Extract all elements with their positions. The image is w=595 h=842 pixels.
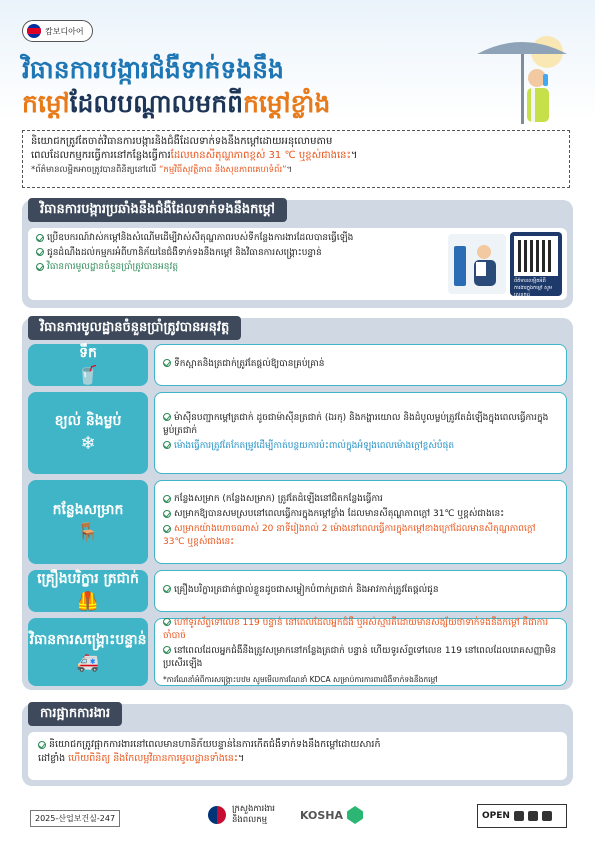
work-suspension-section-title: ការផ្អាកការងារ bbox=[28, 702, 122, 726]
measure-label: វិធានការសង្គ្រោះបន្ទាន់ 🚑 bbox=[28, 618, 148, 686]
prevention-item: វិធានការមូលដ្ឋានចំនួនប្រាំត្រូវបានអនុវត្ត bbox=[36, 261, 416, 274]
water-bottle-icon: 🥤 bbox=[76, 364, 100, 386]
worker-measuring-temperature-illustration bbox=[448, 234, 506, 294]
license-icon bbox=[514, 811, 524, 821]
language-label: 캄보디아어 bbox=[45, 26, 84, 36]
language-tag bbox=[22, 20, 93, 42]
measure-text: ម៉ាស៊ីនបញ្ជាកម្ដៅត្រជាក់ ដូចជាម៉ាស៊ីនត្រជាក់ (ឯរកុ) និងកង្ហារយោល និងដំបូលម្លប់ត្រូវតែដំឡើងក្នុងពេលធ្វើការក្នុងម្លប់ត្រជាក់ ម៉ោងធ្វើការត្រូវតែកែតម្រូវដើម្បីកាត់បន្ថយការប៉ះពាល់ក្នុងអំឡុងពេលម៉ោងក្ដៅខ្ពស់បំផុត bbox=[154, 392, 567, 474]
measure-text: ទឹកស្អាតនិងត្រជាក់ត្រូវតែផ្ដល់ឱ្យបានគ្រប់គ្រាន់ bbox=[154, 344, 567, 386]
title-line-1: វិធានការបង្ការជំងឺទាក់ទងនឹង bbox=[22, 55, 284, 84]
measure-label: ទឹក 🥤 bbox=[28, 344, 148, 386]
measure-text: កន្លែងសម្រាក (កន្លែងសម្រាក) ត្រូវតែដំឡើងនៅជិតកន្លែងធ្វើការ សម្រាកឱ្យបានសមស្របនៅពេលធ្វើការក្នុងកម្ដៅខ្លាំង ដែលមានសីតុណ្ហភាពក្ដៅ 31℃ ឬខ្ពស់ជាងនេះ សម្រាកយ៉ាងហោចណាស់ 20 នាទីរៀងរាល់ 2 ម៉ោងនៅពេលធ្វើការក្នុងកម្ដៅខាងក្រៅដែលមានសីតុណ្ហភាពក្ដៅ 33℃ ឬខ្ពស់ជាងនេះ bbox=[154, 480, 567, 564]
ministry-logo: ក្រសួងការងារ និងពលកម្ម bbox=[208, 804, 275, 826]
prevention-item: ជូនដំណឹងដល់កម្មករអំពីហានិភ័យនៃជំងឺទាក់ទងនឹងកម្ដៅ និងវិធានការសង្គ្រោះបន្ទាន់ bbox=[36, 247, 416, 260]
check-icon bbox=[163, 441, 171, 449]
resting-person-icon: 🪑 bbox=[76, 521, 100, 543]
intro-line-1: និយោជកត្រូវតែចាត់វិធានការបង្ការនិងជំងឺដែលទាក់ទងនឹងកម្ដៅដោយអនុលោមតាម bbox=[31, 136, 333, 147]
intro-note: *ព័ត៌មានលម្អិតអាចត្រូវបានពិនិត្យនៅលើ “កម្មវិធីសុវត្ថិភាព និងសុខភាពគេហទំព័រ”។ bbox=[31, 165, 293, 175]
worker-drinking-under-sun-illustration bbox=[467, 34, 577, 126]
check-icon bbox=[36, 248, 44, 256]
cooling-vest-icon: 🦺 bbox=[76, 590, 100, 612]
government-emblem-icon bbox=[208, 806, 226, 824]
measure-row-wind-shade bbox=[28, 392, 567, 474]
check-icon bbox=[163, 413, 171, 421]
qr-code[interactable] bbox=[514, 236, 558, 276]
license-icon bbox=[542, 811, 552, 821]
measure-label: កន្លែងសម្រាក 🪑 bbox=[28, 480, 148, 564]
measure-label: ខ្យល់ និងម្លប់ ❄ bbox=[28, 392, 148, 474]
prevention-section bbox=[22, 200, 573, 308]
check-icon bbox=[163, 359, 171, 367]
check-icon bbox=[163, 525, 171, 533]
intro-line-2: ពេលដែលកម្មករធ្វើការនៅកន្លែងធ្វើការដែលមានសីតុណ្ហភាពខ្ពស់ 31 ℃ ឬខ្ពស់ជាងនេះ។ bbox=[31, 150, 358, 161]
measure-row-water bbox=[28, 344, 567, 386]
check-icon bbox=[38, 741, 46, 749]
check-icon bbox=[163, 510, 171, 518]
measure-label: គ្រឿងបរិក្ខារ ត្រជាក់ 🦺 bbox=[28, 570, 148, 612]
measure-text: ហៅទូរស័ព្ទទៅលេខ 119 បន្ទាន់ នៅពេលដែលអ្នកជំងឺ ឬអស់ស្មារតីដោយមានសង្ស័យថាទាក់ទងនឹងកម្ដៅ គឺជាការចាំបាច់ នៅពេលដែលអ្នកជំងឺនឹងត្រូវសម្រាកនៅកន្លែងត្រជាក់ បន្ទាន់ ហើយទូរស័ព្ទទៅលេខ 119 នៅពេលដែលរោគសញ្ញាមិនប្រសើរឡើង *ការណែនាំអំពីការសង្គ្រោះបឋម សូមមើលការណែនាំ KDCA សម្រាប់ការការពារជំងឺទាក់ទងនឹងកម្ដៅ bbox=[154, 618, 567, 686]
footer bbox=[0, 800, 595, 836]
work-suspension-section bbox=[22, 704, 573, 786]
prevention-item: ប្រើឧបករណ៍វាស់កម្ដៅនិងសំណើមដើម្បីវាស់សីតុណ្ហភាពរបស់ទីកន្លែងការងារដែលបានធ្វើឡើង bbox=[36, 232, 416, 245]
prevention-content bbox=[28, 228, 567, 300]
qr-caption: ព័ត៌មានលម្អិតអំពីការងារក្នុងកម្ដៅ សូមស្កេនកូដ bbox=[514, 278, 553, 298]
license-icon bbox=[528, 811, 538, 821]
cambodia-flag-icon bbox=[27, 24, 41, 38]
prevention-section-title: វិធានការបង្ការប្រឆាំងនឹងជំងឺដែលទាក់ទងនឹងកម្ដៅ bbox=[28, 198, 287, 222]
measure-row-cooling-gear bbox=[28, 570, 567, 612]
kosha-logo: KOSHA bbox=[300, 806, 363, 824]
title-line-2: កម្ដៅដែលបណ្ដាលមកពីកម្ដៅខ្លាំង bbox=[22, 89, 331, 118]
qr-code-panel[interactable] bbox=[510, 232, 562, 296]
measure-text: គ្រឿងបរិក្ខារត្រជាក់ផ្ទាល់ខ្លួនដូចជាសម្លៀកបំពាក់ត្រជាក់ និងអាវកាក់ត្រូវតែផ្ដល់ជូន bbox=[154, 570, 567, 612]
intro-box bbox=[22, 130, 570, 188]
measure-row-emergency bbox=[28, 618, 567, 686]
document-code: 2025-산업보건실-247 bbox=[30, 810, 120, 827]
work-suspension-content: និយោជកត្រូវផ្អាកការងារនៅពេលមានហានិភ័យបន្ទាន់នៃការកើតជំងឺទាក់ទងនឹងកម្ដៅដោយសារកំ ដៅខ្លាំង ហើយពិនិត្យ និងកែលម្អវិធានការមូលដ្ឋានទាំងនេះ។ bbox=[28, 732, 567, 780]
check-icon bbox=[36, 263, 44, 271]
check-icon bbox=[163, 618, 171, 626]
basic-measures-section bbox=[22, 318, 573, 690]
check-icon bbox=[163, 495, 171, 503]
check-icon bbox=[163, 585, 171, 593]
check-icon bbox=[163, 646, 171, 654]
measure-row-rest-area bbox=[28, 480, 567, 564]
emergency-note: *ការណែនាំអំពីការសង្គ្រោះបឋម សូមមើលការណែនាំ KDCA សម្រាប់ការការពារជំងឺទាក់ទងនឹងកម្ដៅ bbox=[163, 674, 438, 684]
open-license-badge: OPEN bbox=[477, 804, 567, 828]
check-icon bbox=[36, 234, 44, 242]
basic-measures-section-title: វិធានការមូលដ្ឋានចំនួនប្រាំត្រូវបានអនុវត្ត bbox=[28, 316, 241, 340]
ambulance-icon: 🚑 bbox=[76, 651, 100, 673]
fan-tent-icon: ❄ bbox=[80, 432, 96, 454]
kosha-mark-icon bbox=[347, 806, 363, 824]
